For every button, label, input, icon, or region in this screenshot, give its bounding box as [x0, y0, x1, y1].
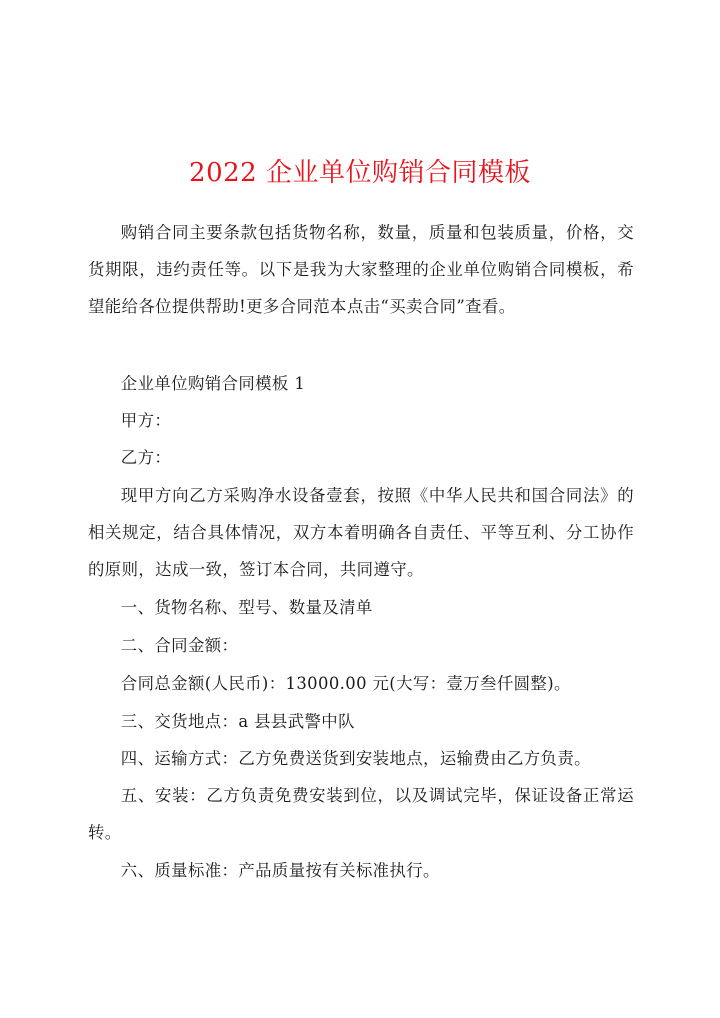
clause-installation: 五、安装：乙方负责免费安装到位，以及调试完毕，保证设备正常运转。 — [88, 786, 634, 842]
party-b-label: 乙方： — [120, 448, 172, 467]
clause-amount: 二、合同金额： — [120, 636, 239, 655]
party-a-label: 甲方： — [120, 411, 172, 430]
section-heading: 企业单位购销合同模板 1 — [120, 374, 306, 393]
body-paragraph: 现甲方向乙方采购净水设备壹套，按照《中华人民共和国合同法》的相关规定，结合具体情况，双方本着明确各自责任、平等互利、分工协作的原则，达成一致，签订本合同，共同遵守。 — [88, 486, 634, 579]
intro-paragraph: 购销合同主要条款包括货物名称，数量，质量和包装质量，价格，交货期限，违约责任等。以下是我为大家整理的企业单位购销合同模板，希望能给各位提供帮助!更多合同范本点击“买卖合同”查看。 — [88, 223, 634, 316]
clause-delivery-location: 三、交货地点：a 县县武警中队 — [120, 712, 355, 731]
document-title: 2022 企业单位购销合同模板 — [189, 158, 531, 188]
clause-transport: 四、运输方式：乙方免费送货到安装地点，运输费由乙方负责。 — [120, 749, 591, 768]
clause-goods: 一、货物名称、型号、数量及清单 — [120, 598, 373, 617]
total-amount: 合同总金额(人民币)：13000.00 元(大写：壹万叁仟圆整)。 — [120, 674, 571, 693]
clause-quality: 六、质量标准：产品质量按有关标准执行。 — [120, 861, 440, 880]
